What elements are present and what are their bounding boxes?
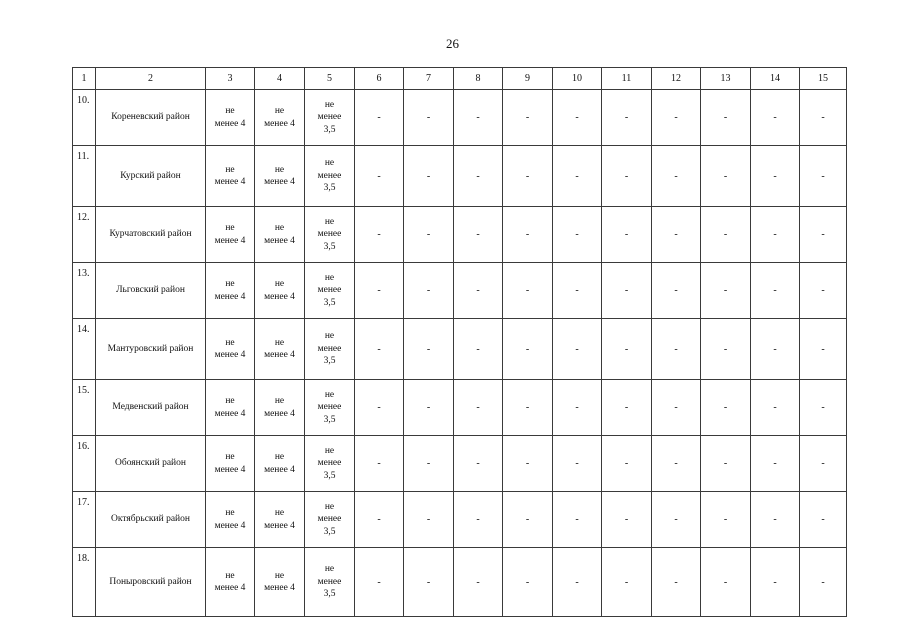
dash-cell: - (454, 492, 503, 548)
value-line: не (324, 272, 335, 283)
header-cell-2: 2 (96, 68, 206, 90)
dash-cell: - (751, 548, 800, 617)
header-cell-8: 8 (454, 68, 503, 90)
dash-cell: - (701, 492, 751, 548)
dash-cell: - (602, 380, 652, 436)
dash-cell: - (553, 90, 602, 146)
value-line: 3,5 (323, 183, 336, 194)
header-cell-6: 6 (355, 68, 404, 90)
value-line: менее 4 (214, 291, 246, 302)
dash-cell: - (751, 263, 800, 319)
dash-cell: - (553, 436, 602, 492)
dash-cell: - (454, 380, 503, 436)
value-cell-c3 (206, 146, 255, 207)
dash-cell: - (701, 146, 751, 207)
dash-cell: - (454, 436, 503, 492)
district-name: Обоянский район (96, 436, 206, 492)
dash-cell: - (800, 207, 847, 263)
dash-cell: - (751, 319, 800, 380)
value-line: менее 4 (214, 520, 246, 531)
dash-cell: - (553, 263, 602, 319)
value-line: не (225, 452, 235, 463)
value-line: менее 4 (264, 177, 295, 187)
dash-cell: - (751, 207, 800, 263)
value-line: не (274, 106, 285, 117)
dash-cell: - (652, 548, 701, 617)
dash-cell: - (602, 207, 652, 263)
table-row (73, 90, 847, 146)
district-name: Мантуровский район (96, 319, 206, 380)
district-name: Кореневский район (96, 90, 206, 146)
value-line: менее 4 (264, 235, 295, 246)
dash-cell: - (503, 492, 553, 548)
value-line: не (274, 396, 285, 407)
dash-cell: - (652, 207, 701, 263)
value-line: не (274, 452, 285, 463)
dash-cell: - (652, 90, 701, 146)
value-line: не (324, 389, 335, 400)
value-cell-c3 (206, 319, 255, 380)
dash-cell: - (404, 548, 454, 617)
value-line: менее (317, 112, 342, 123)
district-name: Курчатовский район (96, 207, 206, 263)
value-line: менее 4 (264, 408, 295, 419)
value-line: менее (317, 402, 342, 413)
dash-cell: - (800, 146, 847, 207)
dash-cell: - (404, 380, 454, 436)
value-line: не (225, 164, 235, 175)
value-line: не (225, 508, 235, 519)
dash-cell: - (602, 436, 652, 492)
value-line: менее 4 (264, 350, 295, 360)
row-number: 11. (73, 146, 96, 207)
value-line: 3,5 (323, 124, 336, 135)
row-number: 17. (73, 492, 96, 548)
dash-cell: - (355, 548, 404, 617)
value-line: менее 4 (214, 235, 246, 246)
value-line: не (274, 570, 285, 581)
value-cell-c5 (305, 436, 355, 492)
dash-cell: - (602, 263, 652, 319)
row-number: 15. (73, 380, 96, 436)
value-cell-c5 (305, 380, 355, 436)
row-number: 10. (73, 90, 96, 146)
value-cell-c3 (206, 492, 255, 548)
dash-cell: - (800, 319, 847, 380)
dash-cell: - (701, 436, 751, 492)
dash-cell: - (553, 207, 602, 263)
row-number: 12. (73, 207, 96, 263)
dash-cell: - (652, 319, 701, 380)
header-cell-12: 12 (652, 68, 701, 90)
dash-cell: - (701, 319, 751, 380)
value-cell-c5 (305, 146, 355, 207)
value-line: 3,5 (323, 414, 336, 425)
dash-cell: - (503, 207, 553, 263)
table-row (73, 436, 847, 492)
dash-cell: - (454, 207, 503, 263)
dash-cell: - (355, 380, 404, 436)
value-line: 3,5 (323, 356, 336, 367)
value-line: не (324, 99, 335, 110)
dash-cell: - (404, 207, 454, 263)
value-line: не (274, 279, 285, 290)
table-row (73, 319, 847, 380)
dash-cell: - (355, 263, 404, 319)
dash-cell: - (751, 436, 800, 492)
dash-cell: - (404, 263, 454, 319)
dash-cell: - (701, 263, 751, 319)
value-cell-c4 (255, 548, 305, 617)
value-cell-c4 (255, 90, 305, 146)
value-line: менее 4 (214, 464, 246, 475)
value-line: менее (317, 229, 342, 240)
dash-cell: - (652, 492, 701, 548)
dash-cell: - (503, 146, 553, 207)
dash-cell: - (454, 319, 503, 380)
value-line: не (225, 279, 235, 290)
dash-cell: - (355, 319, 404, 380)
dash-cell: - (602, 90, 652, 146)
dash-cell: - (751, 492, 800, 548)
dash-cell: - (701, 207, 751, 263)
value-line: менее (317, 576, 342, 587)
header-cell-1: 1 (73, 68, 96, 90)
dash-cell: - (404, 146, 454, 207)
value-line: не (324, 331, 335, 342)
value-line: менее 4 (264, 520, 295, 531)
value-line: не (324, 445, 335, 456)
dash-cell: - (454, 548, 503, 617)
value-line: не (324, 564, 335, 575)
value-line: менее 4 (214, 583, 246, 593)
header-cell-10: 10 (553, 68, 602, 90)
dash-cell: - (454, 90, 503, 146)
table-row (73, 207, 847, 263)
value-line: не (274, 164, 285, 175)
dash-cell: - (800, 380, 847, 436)
dash-cell: - (652, 380, 701, 436)
table-row (73, 380, 847, 436)
value-line: 3,5 (323, 297, 336, 308)
table-row (73, 146, 847, 207)
value-line: не (324, 158, 335, 169)
value-line: не (225, 337, 235, 348)
value-cell-c4 (255, 146, 305, 207)
value-line: менее (317, 285, 342, 296)
value-line: 3,5 (323, 241, 336, 252)
dash-cell: - (503, 90, 553, 146)
value-line: не (324, 501, 335, 512)
dash-cell: - (503, 436, 553, 492)
value-cell-c5 (305, 90, 355, 146)
header-cell-15: 15 (800, 68, 847, 90)
value-cell-c4 (255, 436, 305, 492)
value-cell-c5 (305, 548, 355, 617)
value-cell-c3 (206, 380, 255, 436)
header-cell-13: 13 (701, 68, 751, 90)
dash-cell: - (701, 548, 751, 617)
dash-cell: - (355, 436, 404, 492)
dash-cell: - (701, 90, 751, 146)
dash-cell: - (503, 548, 553, 617)
header-cell-9: 9 (503, 68, 553, 90)
value-cell-c3 (206, 207, 255, 263)
value-line: 3,5 (323, 526, 336, 537)
dash-cell: - (503, 380, 553, 436)
value-line: менее (317, 458, 342, 469)
dash-cell: - (602, 492, 652, 548)
value-cell-c5 (305, 207, 355, 263)
dash-cell: - (751, 146, 800, 207)
value-cell-c4 (255, 319, 305, 380)
value-line: менее 4 (214, 177, 246, 187)
district-name: Курский район (96, 146, 206, 207)
row-number: 13. (73, 263, 96, 319)
header-cell-14: 14 (751, 68, 800, 90)
header-cell-3: 3 (206, 68, 255, 90)
value-line: не (225, 396, 235, 407)
dash-cell: - (553, 319, 602, 380)
value-cell-c3 (206, 436, 255, 492)
dash-cell: - (553, 548, 602, 617)
value-cell-c5 (305, 263, 355, 319)
value-line: менее 4 (214, 408, 246, 419)
dash-cell: - (602, 146, 652, 207)
district-name: Октябрьский район (96, 492, 206, 548)
dash-cell: - (404, 319, 454, 380)
value-line: не (324, 216, 335, 227)
dash-cell: - (800, 436, 847, 492)
header-row (73, 68, 847, 90)
table-body (73, 68, 847, 617)
dash-cell: - (553, 492, 602, 548)
dash-cell: - (503, 319, 553, 380)
data-table (72, 67, 847, 617)
value-line: менее 4 (264, 464, 295, 475)
dash-cell: - (404, 492, 454, 548)
dash-cell: - (652, 263, 701, 319)
header-cell-5: 5 (305, 68, 355, 90)
value-line: менее (317, 514, 342, 525)
dash-cell: - (751, 90, 800, 146)
page-number: 26 (446, 36, 459, 51)
dash-cell: - (652, 436, 701, 492)
dash-cell: - (553, 146, 602, 207)
value-line: менее 4 (214, 118, 246, 129)
table-row (73, 492, 847, 548)
table-row (73, 548, 847, 617)
row-number: 16. (73, 436, 96, 492)
dash-cell: - (652, 146, 701, 207)
value-cell-c3 (206, 90, 255, 146)
value-cell-c4 (255, 492, 305, 548)
value-cell-c3 (206, 263, 255, 319)
header-cell-7: 7 (404, 68, 454, 90)
dash-cell: - (602, 319, 652, 380)
dash-cell: - (800, 90, 847, 146)
value-cell-c4 (255, 207, 305, 263)
district-name: Поныровский район (96, 548, 206, 617)
dash-cell: - (454, 146, 503, 207)
district-name: Льговский район (96, 263, 206, 319)
value-cell-c3 (206, 548, 255, 617)
value-line: менее 4 (264, 118, 295, 129)
dash-cell: - (503, 263, 553, 319)
value-line: не (274, 337, 285, 348)
table-row (73, 263, 847, 319)
value-line: менее (317, 170, 342, 181)
header-cell-4: 4 (255, 68, 305, 90)
dash-cell: - (355, 146, 404, 207)
value-line: не (274, 508, 285, 519)
dash-cell: - (602, 548, 652, 617)
value-line: не (274, 223, 285, 234)
value-line: не (225, 570, 235, 581)
value-line: не (225, 106, 235, 117)
dash-cell: - (800, 548, 847, 617)
header-cell-11: 11 (602, 68, 652, 90)
value-line: менее (317, 343, 342, 354)
dash-cell: - (751, 380, 800, 436)
dash-cell: - (800, 492, 847, 548)
district-name: Медвенский район (96, 380, 206, 436)
value-line: менее 4 (214, 350, 246, 360)
value-cell-c4 (255, 263, 305, 319)
dash-cell: - (355, 207, 404, 263)
value-cell-c4 (255, 380, 305, 436)
row-number: 18. (73, 548, 96, 617)
value-cell-c5 (305, 319, 355, 380)
dash-cell: - (553, 380, 602, 436)
dash-cell: - (404, 436, 454, 492)
value-line: 3,5 (323, 470, 336, 481)
dash-cell: - (800, 263, 847, 319)
value-cell-c5 (305, 492, 355, 548)
row-number: 14. (73, 319, 96, 380)
dash-cell: - (355, 90, 404, 146)
value-line: не (225, 223, 235, 234)
value-line: менее 4 (264, 583, 295, 593)
value-line: 3,5 (323, 589, 336, 600)
dash-cell: - (355, 492, 404, 548)
dash-cell: - (454, 263, 503, 319)
dash-cell: - (701, 380, 751, 436)
value-line: менее 4 (264, 291, 295, 302)
dash-cell: - (404, 90, 454, 146)
